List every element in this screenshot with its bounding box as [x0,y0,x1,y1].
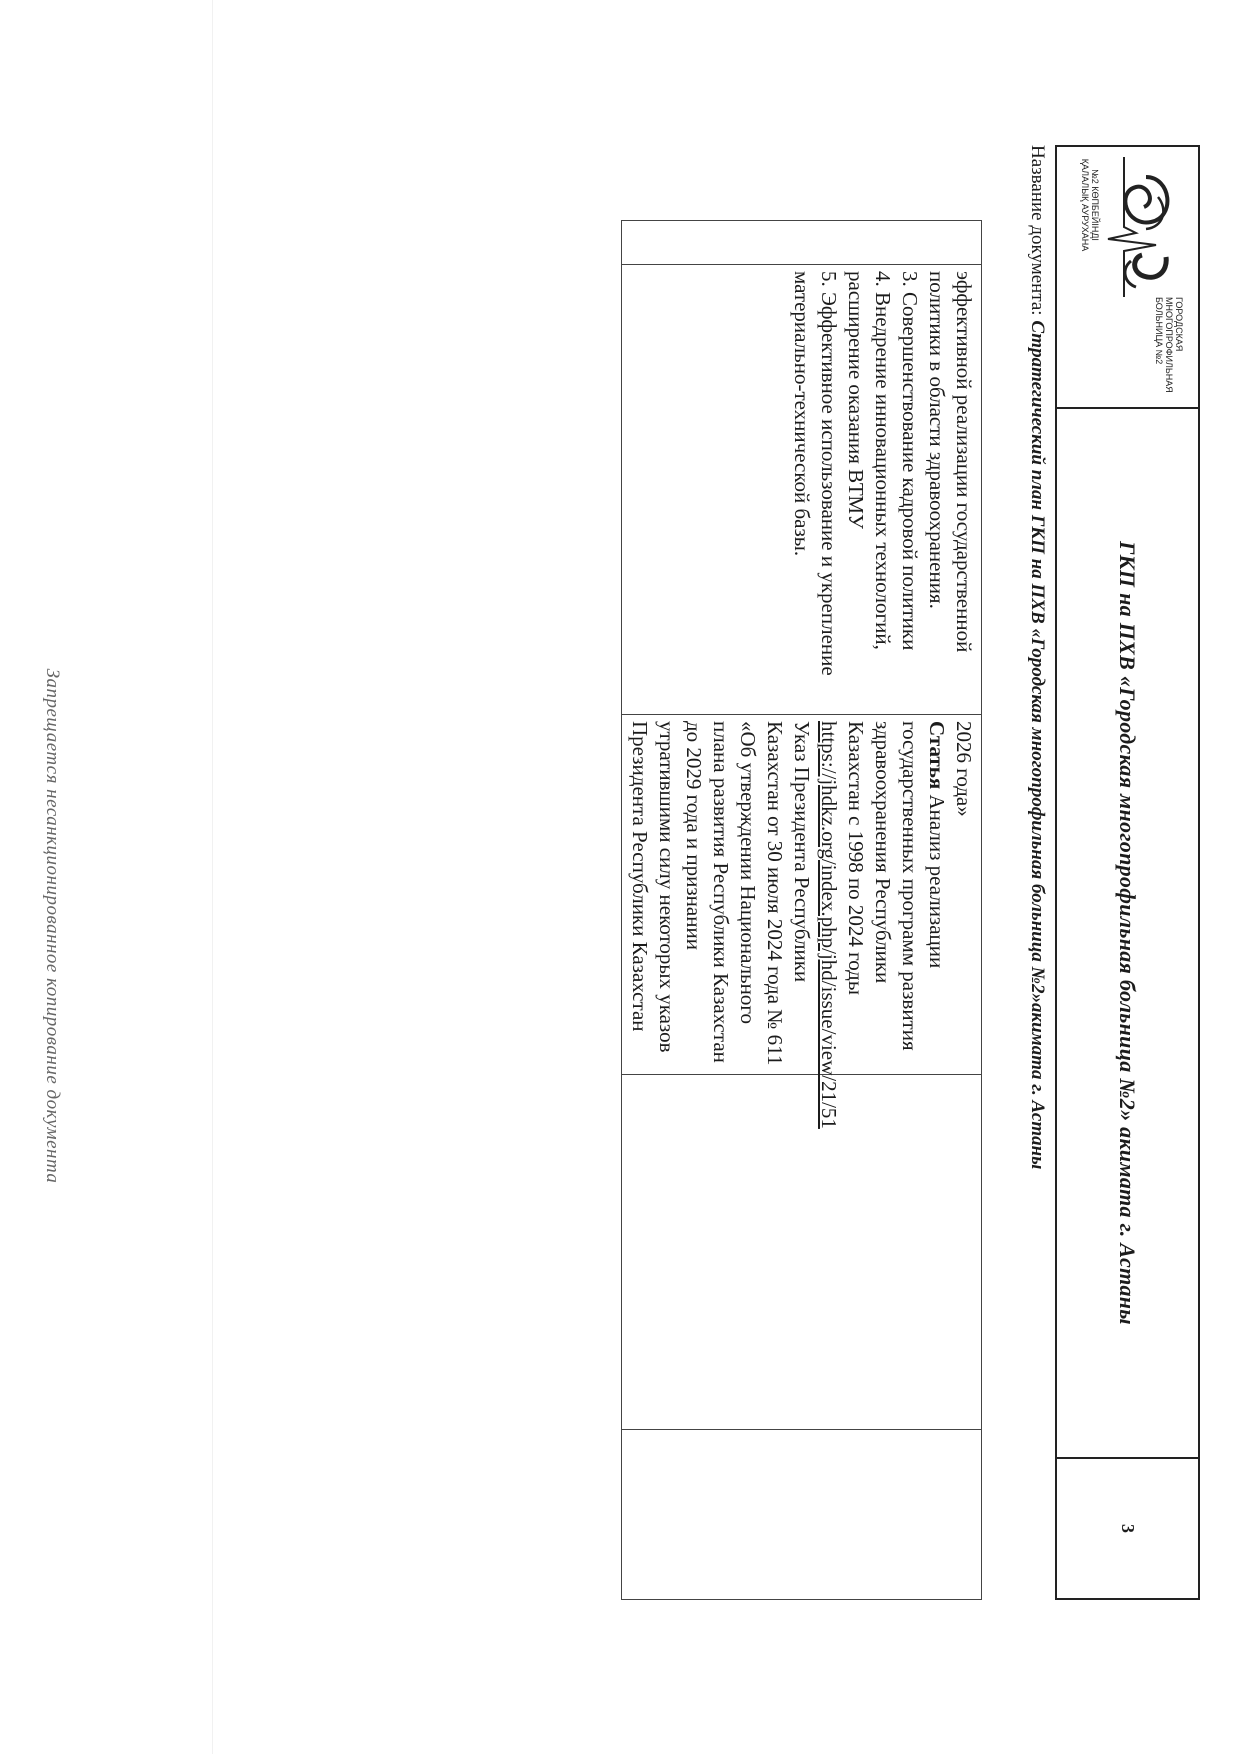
reference-article-lead: Статья [925,721,949,790]
logo-russian-name: ГОРОДСКАЯ МНОГОПРОФИЛЬНАЯ БОЛЬНИЦА №2 [1154,297,1184,393]
reference-decree: Указ Президента Республики Казахстан от 30 июля 2024 года № 611 «Об утверждении Национального плана развития Республики Казахстан до 2029 года и признании утратившими силу некоторых указов Президента Республики Казахстан [628,721,814,1066]
document-name-line [1026,145,1048,1169]
strategy-table [621,220,982,1600]
hospital-logo [1057,147,1198,409]
goals-cell [622,265,982,715]
document-name-value: Стратегический план ГКП на ПХВ «Городская многопрофильная больница №2»акимата г. Астаны [1027,320,1048,1170]
document-name-label: Название документа: [1027,145,1048,316]
table-cell-empty [622,1430,982,1600]
references-cell [622,715,982,1129]
goal-item: 3. Совершенствование кадровой политики [898,271,922,651]
logo-emblem-icon [1101,157,1186,297]
page-number: 3 [1118,1524,1138,1533]
reference-article-text: Анализ реализации государственных программ развития здравоохранения Республики Казахстан с 1998 по 2024 годы [844,721,949,1051]
reference-continuation: 2026 года» [952,721,976,817]
table-cell-empty [622,1075,982,1430]
rotated-page [225,145,1200,1600]
logo-kazakh-name: №2 КӨПБЕЙІНДІ ҚАЛАЛЫҚ АУРУХАНА [1080,158,1100,252]
scan-fold-line [212,0,213,1754]
table-cell-empty [622,221,982,265]
page-header [1055,145,1200,1600]
footer-note-text: Запрещается несанкционированное копирование документа [42,668,63,1184]
organization-title: ГКП на ПХВ «Городская многопрофильная больница №2» акимата г. Астаны [1057,409,1198,1459]
goal-item: эффективной реализации государственной политики в области здравоохранения. [925,271,976,653]
table-row [622,221,982,1600]
reference-article [842,721,950,1068]
goal-item: 5. Эффективное использование и укрепление материально-технической базы. [790,271,841,676]
goal-item: 4. Внедрение инновационных технологий, расширение оказания ВТМУ [844,271,895,650]
reference-link[interactable]: https://jhdkz.org/index.php/jhd/issue/view/21/51 [817,721,841,1129]
